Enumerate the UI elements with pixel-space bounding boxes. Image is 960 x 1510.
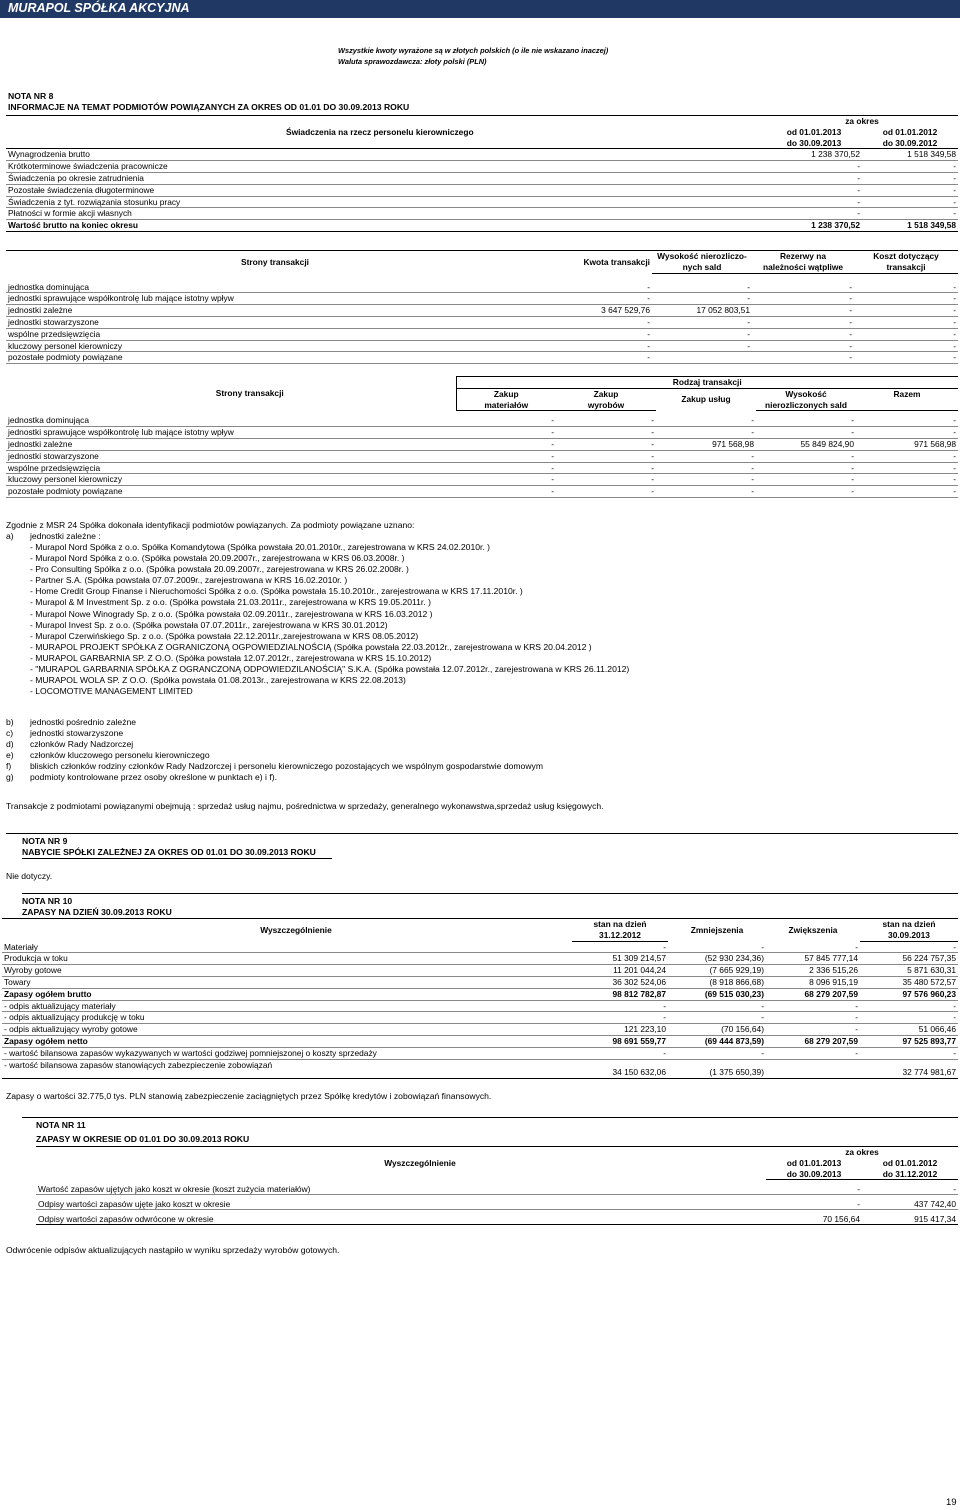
table-cell: 68 279 207,59	[766, 988, 860, 1000]
table-cell: 68 279 207,59	[766, 1035, 860, 1047]
table-cell: Wartość brutto na koniec okresu	[6, 220, 766, 232]
table-row	[6, 450, 958, 462]
list-text: członków Rady Nadzorczej	[30, 739, 134, 750]
table-cell: -	[766, 1180, 862, 1195]
table-cell: -	[756, 427, 856, 439]
currency-note-line: Wszystkie kwoty wyrażone są w złotych polskich (o ile nie wskazano inaczej)	[338, 46, 609, 55]
table-cell: -	[862, 184, 958, 196]
list-text: podmioty kontrolowane przez osoby określone w punktach e) i f).	[30, 772, 277, 783]
table-cell: -	[860, 941, 958, 953]
col-header: Zwiększenia	[788, 924, 838, 935]
table-cell: -	[556, 427, 656, 439]
table-cell: -	[652, 328, 752, 340]
table-row	[36, 1210, 958, 1225]
table-cell: (1 375 650,39)	[668, 1059, 766, 1078]
col-header: Rezerwy na	[752, 251, 854, 262]
table-cell: 98 812 782,87	[572, 988, 668, 1000]
table-cell: 36 302 524,06	[572, 976, 668, 988]
table-cell: 51 066,46	[860, 1024, 958, 1036]
table-row	[6, 172, 958, 184]
list-key: g)	[6, 772, 14, 783]
col-header: Zmniejszenia	[690, 924, 744, 935]
table-cell: - odpis aktualizujący wyroby gotowe	[2, 1024, 572, 1036]
table-cell: -	[856, 474, 958, 486]
table-cell: -	[854, 316, 958, 328]
col-header: od 01.01.2013	[786, 1157, 842, 1168]
table-row	[6, 208, 958, 220]
table-row	[2, 976, 958, 988]
list-key: b)	[6, 717, 14, 727]
table-cell: -	[860, 1047, 958, 1059]
table-cell: -	[656, 486, 756, 498]
currency-note	[338, 45, 608, 67]
table-cell: -	[656, 462, 756, 474]
inventory-period-table	[36, 1146, 958, 1225]
list-item: - Murapol Nord Spółka z o.o. Spółka Komandytowa (Spółka powstała 20.01.2010r., zarejestrowana w KRS 24.02.2010r. )	[30, 542, 491, 552]
list-item: - Murapol Invest Sp. z o.o. (Spółka powstała 07.07.2011r., zarejestrowana w KRS 30.01.2012)	[30, 619, 388, 630]
table-cell: wspólne przedsięwzięcia	[6, 328, 466, 340]
table-cell: -	[856, 450, 958, 462]
nota10-title: NOTA NR 10	[22, 896, 73, 906]
col-header: transakcji	[854, 262, 958, 273]
col-header: nierozliczonych sald	[756, 400, 856, 411]
table-row	[2, 988, 958, 1000]
table-cell: -	[752, 352, 854, 364]
list-item: - "MURAPOL GARBARNIA SPÓŁKA Z OGRANCZONĄ ODPOWIEDZILANOŚCIĄ" S.K.A. (Spółka powstała 12.07.2012r., zarejestrowana w KRS 26.11.2012)	[30, 664, 630, 675]
col-header: Wyszczególnienie	[260, 924, 332, 935]
table-cell: Produkcja w toku	[2, 953, 572, 965]
table-cell: -	[456, 462, 556, 474]
list-text: jednostki stowarzyszone	[30, 728, 124, 739]
nota8-title: NOTA NR 8	[8, 91, 54, 101]
key-personnel-table	[6, 115, 958, 232]
table-cell: -	[854, 328, 958, 340]
col-header: materiałów	[456, 400, 556, 411]
table-cell: (69 444 873,59)	[668, 1035, 766, 1047]
table-cell: -	[556, 474, 656, 486]
table-cell: 437 742,40	[862, 1195, 958, 1210]
table-cell: -	[668, 1000, 766, 1012]
page-number: 19	[946, 1497, 957, 1508]
table-cell: 32 774 981,67	[860, 1059, 958, 1078]
table-cell: -	[766, 161, 862, 173]
table-cell: -	[766, 941, 860, 953]
table-cell: Odpisy wartości zapasów ujęte jako koszt w okresie	[36, 1195, 766, 1210]
col-header: nych sald	[652, 262, 752, 273]
table-cell: -	[556, 415, 656, 426]
period-header: za okres	[766, 116, 958, 127]
currency-note-line: Waluta sprawozdawcza: złoty polski (PLN)	[338, 57, 487, 66]
table-cell: -	[466, 340, 652, 352]
nota9-text: Nie dotyczy.	[6, 871, 53, 881]
table-cell: -	[756, 462, 856, 474]
nota8-subtitle: INFORMACJE NA TEMAT PODMIOTÓW POWIĄZANYCH ZA OKRES OD 01.01 DO 30.09.2013 ROKU	[8, 102, 410, 112]
col-header: Wysokość	[785, 388, 827, 399]
col-header: od 01.01.2012	[882, 1157, 938, 1168]
col-header: od 01.01.2012	[882, 126, 938, 137]
table-cell: - odpis aktualizujący produkcję w toku	[2, 1012, 572, 1024]
table-cell: Pozostałe świadczenia długoterminowe	[6, 184, 766, 196]
table-cell: -	[656, 450, 756, 462]
related-parties-list	[6, 717, 543, 784]
table-cell: jednostka dominująca	[6, 282, 466, 293]
table-cell: -	[556, 462, 656, 474]
subsidiaries-list	[30, 542, 629, 697]
table-cell: -	[856, 427, 958, 439]
table-cell: 51 309 214,57	[572, 953, 668, 965]
col-header: do 31.12.2012	[862, 1169, 958, 1180]
table-cell: Płatności w formie akcji własnych	[6, 208, 766, 220]
table-cell: 2 336 515,26	[766, 965, 860, 977]
table-cell: -	[652, 282, 752, 293]
table-cell: -	[656, 427, 756, 439]
table-cell: -	[466, 316, 652, 328]
table-row	[6, 196, 958, 208]
table-cell: 70 156,64	[766, 1210, 862, 1225]
col-header: 31.12.2012	[572, 930, 668, 941]
col-header: od 01.01.2013	[786, 126, 842, 137]
table-cell: Zapasy ogółem brutto	[2, 988, 572, 1000]
table-cell: wspólne przedsięwzięcia	[6, 462, 456, 474]
table-cell: -	[854, 305, 958, 317]
table-row	[6, 438, 958, 450]
table-row	[6, 293, 958, 305]
list-item: - Pro Consulting Spółka z o.o. (Spółka powstała 20.09.2007r., zarejestrowana w KRS 26.02.2008r. )	[30, 564, 409, 575]
col-header: Wyszczególnienie	[384, 1158, 456, 1169]
col-header: należności wątpliwe	[752, 262, 854, 273]
list-key: d)	[6, 739, 14, 750]
table-cell: -	[766, 208, 862, 220]
table-cell: -	[752, 340, 854, 352]
table-cell	[652, 352, 752, 364]
table-cell: -	[556, 438, 656, 450]
col-header: Koszt dotyczący	[854, 251, 958, 262]
table-cell: -	[854, 282, 958, 293]
table-cell: -	[766, 196, 862, 208]
period-header: za okres	[845, 1147, 879, 1157]
table-row	[2, 941, 958, 953]
msr-text: Zgodnie z MSR 24 Spółka dokonała identyfikacji podmiotów powiązanych. Za podmioty powiązane uznano:	[6, 520, 415, 530]
table-cell: pozostałe podmioty powiązane	[6, 486, 456, 498]
table-row	[6, 462, 958, 474]
nota11-footnote: Odwrócenie odpisów aktualizujących nastąpiło w wyniku sprzedaży wyrobów gotowych.	[6, 1245, 340, 1255]
table-cell: jednostki sprawujące współkontrolę lub mające istotny wpływ	[6, 293, 466, 305]
list-item	[6, 750, 543, 761]
col-header: stan na dzień	[593, 919, 647, 929]
col-header: Strony transakcji	[6, 251, 466, 274]
table-cell: Wartość zapasów ujętych jako koszt w okresie (koszt zużycia materiałów)	[36, 1180, 766, 1195]
col-header: do 30.09.2012	[862, 138, 958, 149]
table-row	[2, 965, 958, 977]
col-header: stan na dzień	[882, 919, 936, 929]
col-header: 30.09.2013	[860, 930, 958, 941]
table-row	[6, 282, 958, 293]
table-cell: -	[766, 1024, 860, 1036]
table-cell: (69 515 030,23)	[668, 988, 766, 1000]
table-cell: 915 417,34	[862, 1210, 958, 1225]
list-item	[6, 728, 543, 739]
table-cell: -	[862, 196, 958, 208]
table-cell: -	[456, 474, 556, 486]
col-header: Zakup usług	[681, 394, 731, 405]
col-header: Zakup	[456, 388, 556, 399]
table-cell: -	[756, 486, 856, 498]
table-cell: 5 871 630,31	[860, 965, 958, 977]
table-cell: -	[466, 293, 652, 305]
table-cell: kluczowy personel kierowniczy	[6, 340, 466, 352]
table-cell: - wartość bilansowa zapasów wykazywanych w wartości godziwej pomniejszonej o koszty sprzedaży	[2, 1047, 572, 1059]
transaction-types-table	[6, 376, 958, 498]
table-cell: kluczowy personel kierowniczy	[6, 474, 456, 486]
table-row	[6, 474, 958, 486]
table-cell: -	[652, 293, 752, 305]
list-item: - Partner S.A. (Spółka powstała 07.07.2009r., zarejestrowana w KRS 16.02.2010r. )	[30, 575, 348, 586]
table-cell: -	[752, 293, 854, 305]
list-item: - MURAPOL WOLA SP. Z O.O. (Spółka powstała 01.08.2013r., zarejestrowana w KRS 22.08.2013)	[30, 675, 406, 686]
table-cell: -	[456, 450, 556, 462]
table-cell: Odpisy wartości zapasów odwrócone w okresie	[36, 1210, 766, 1225]
table-cell	[766, 1059, 860, 1078]
list-item: - Murapol Nowe Winogrady Sp. z o.o. (Spółka powstała 02.09.2011r., zarejestrowana w KRS 16.03.2012 )	[30, 608, 433, 619]
table-cell: -	[752, 282, 854, 293]
table-cell: (52 930 234,36)	[668, 953, 766, 965]
table-row	[36, 1195, 958, 1210]
table-cell: -	[860, 1012, 958, 1024]
table-row	[6, 305, 958, 317]
table-cell: -	[652, 316, 752, 328]
table-cell: -	[856, 486, 958, 498]
table-cell: -	[756, 415, 856, 426]
table-cell: -	[856, 415, 958, 426]
list-item	[6, 717, 543, 728]
table-cell: 8 096 915,19	[766, 976, 860, 988]
list-text-a: jednostki zależne :	[30, 531, 101, 541]
table-cell: 971 568,98	[856, 438, 958, 450]
table-cell: (8 918 866,68)	[668, 976, 766, 988]
nota9-title: NOTA NR 9	[22, 836, 68, 846]
table-cell: 1 518 349,58	[862, 220, 958, 232]
table-cell: 97 576 960,23	[860, 988, 958, 1000]
col-header: Kwota transakcji	[466, 251, 652, 274]
table-cell: jednostki sprawujące współkontrolę lub mające istotny wpływ	[6, 427, 456, 439]
table-cell: -	[766, 184, 862, 196]
table-cell: -	[862, 161, 958, 173]
table-cell: -	[572, 1012, 668, 1024]
table-cell: -	[862, 208, 958, 220]
table-cell: 1 518 349,58	[862, 149, 958, 161]
table-cell: 1 238 370,52	[766, 220, 862, 232]
divider	[6, 833, 958, 835]
table-cell: 97 525 893,77	[860, 1035, 958, 1047]
table-cell: -	[556, 486, 656, 498]
table-row	[6, 316, 958, 328]
table-cell: 1 238 370,52	[766, 149, 862, 161]
table-cell: -	[556, 450, 656, 462]
table-cell: jednostki zależne	[6, 438, 456, 450]
table-cell: -	[572, 1047, 668, 1059]
table-cell: -	[752, 305, 854, 317]
table-row	[6, 415, 958, 426]
table-cell: -	[456, 438, 556, 450]
table-cell: jednostka dominująca	[6, 415, 456, 426]
transactions-table	[6, 250, 958, 364]
list-key: f)	[6, 761, 12, 772]
table-cell: -	[862, 1180, 958, 1195]
table-row	[2, 953, 958, 965]
table-row	[6, 328, 958, 340]
table-cell: 971 568,98	[656, 438, 756, 450]
table-heading: Świadczenia na rzecz personelu kierowniczego	[286, 126, 474, 137]
table-row	[2, 1047, 958, 1059]
table-cell: -	[854, 352, 958, 364]
table-cell: Zapasy ogółem netto	[2, 1035, 572, 1047]
table-cell: 55 849 824,90	[756, 438, 856, 450]
table-cell: -	[752, 316, 854, 328]
table-row	[6, 184, 958, 196]
table-cell: Świadczenia z tyt. rozwiązania stosunku pracy	[6, 196, 766, 208]
table-cell: -	[854, 293, 958, 305]
table-cell: -	[860, 1000, 958, 1012]
inventory-table	[2, 918, 958, 1079]
table-cell: 11 201 044,24	[572, 965, 668, 977]
list-item: - LOCOMOTIVE MANAGEMENT LIMITED	[30, 686, 193, 697]
nota11-subtitle: ZAPASY W OKRESIE OD 01.01 DO 30.09.2013 ROKU	[36, 1134, 250, 1144]
table-cell: -	[766, 1012, 860, 1024]
table-cell: -	[766, 1000, 860, 1012]
col-header: Strony transakcji	[215, 388, 284, 399]
list-item: - Murapol Czerwińskiego Sp. z o.o. (Spółka powstała 22.12.2011r.,zarejestrowana w KRS 08.05.2012)	[30, 630, 419, 641]
table-cell: (7 665 929,19)	[668, 965, 766, 977]
table-cell: -	[756, 474, 856, 486]
col-header: Zakup	[593, 388, 619, 399]
table-cell: -	[656, 474, 756, 486]
table-cell: -	[656, 415, 756, 426]
list-item: - Murapol Nord Spółka z o.o. (Spółka powstała 20.09.2007r., zarejestrowana w KRS 06.03.2008r. )	[30, 553, 405, 564]
col-header: do 30.09.2013	[766, 1169, 862, 1180]
list-item	[6, 739, 543, 750]
table-cell: -	[652, 340, 752, 352]
divider	[22, 858, 332, 859]
col-header: Wysokość nierozliczo-	[652, 251, 752, 262]
table-cell: -	[456, 415, 556, 426]
nota10-subtitle: ZAPASY NA DZIEŃ 30.09.2013 ROKU	[22, 907, 172, 917]
table-row	[6, 149, 958, 161]
table-cell: Krótkoterminowe świadczenia pracownicze	[6, 161, 766, 173]
table-cell: -	[668, 1047, 766, 1059]
list-key: e)	[6, 750, 14, 761]
table-cell: -	[456, 486, 556, 498]
table-cell: -	[752, 328, 854, 340]
table-cell: -	[466, 352, 652, 364]
table-cell: -	[466, 328, 652, 340]
table-row	[6, 427, 958, 439]
table-cell: 34 150 632,06	[572, 1059, 668, 1078]
table-row	[6, 220, 958, 232]
list-key: c)	[6, 728, 14, 739]
transaction-type-header: Rodzaj transakcji	[456, 377, 958, 389]
table-cell: -	[854, 340, 958, 352]
table-cell: -	[766, 1195, 862, 1210]
company-header-bar	[0, 0, 960, 18]
table-cell: -	[856, 462, 958, 474]
table-cell: - wartość bilansowa zapasów stanowiących zabezpieczenie zobowiązań	[2, 1059, 572, 1078]
table-row	[2, 1024, 958, 1036]
company-name: MURAPOL SPÓŁKA AKCYJNA	[8, 1, 190, 15]
table-cell: jednostki stowarzyszone	[6, 316, 466, 328]
table-cell: pozostałe podmioty powiązane	[6, 352, 466, 364]
table-row	[6, 340, 958, 352]
list-text: jednostki pośrednio zależne	[30, 717, 137, 727]
table-cell: 56 224 757,35	[860, 953, 958, 965]
table-row	[2, 1059, 958, 1078]
list-item	[6, 761, 543, 772]
list-item: - MURAPOL GARBARNIA SP. Z O.O. (Spółka powstała 12.07.2012r., zarejestrowana w KRS 15.10.2012)	[30, 652, 432, 663]
nota9-subtitle: NABYCIE SPÓŁKI ZALEŻNEJ ZA OKRES OD 01.01 DO 30.09.2013 ROKU	[22, 847, 316, 857]
table-cell: -	[766, 1047, 860, 1059]
list-item: - Murapol & M Investment Sp. z o.o. (Spółka powstała 21.03.2011r., zarejestrowana w KRS 19.05.2011r. )	[30, 597, 431, 608]
nota10-footnote: Zapasy o wartości 32.775,0 tys. PLN stanowią zabezpieczenie zaciągniętych przez Spółkę kredytów i zobowiązań finansowych.	[6, 1091, 492, 1101]
list-text: bliskich członków rodziny członków Rady Nadzorczej i personelu kierowniczego pozostających we wspólnym gospodarstwie domowym	[30, 761, 543, 772]
list-item: - Home Credit Group Finanse i Nieruchomości Spółka z o.o. (Spółka powstała 15.10.2010r., zarejestrowana w KRS 17.11.2010r. )	[30, 586, 523, 597]
table-row	[6, 161, 958, 173]
table-cell: Towary	[2, 976, 572, 988]
table-row	[2, 1012, 958, 1024]
table-row	[36, 1180, 958, 1195]
table-row	[2, 1000, 958, 1012]
table-cell: - odpis aktualizujący materiały	[2, 1000, 572, 1012]
table-row	[6, 352, 958, 364]
divider	[22, 1117, 958, 1118]
table-cell: jednostki stowarzyszone	[6, 450, 456, 462]
table-cell: 98 691 559,77	[572, 1035, 668, 1047]
table-cell: -	[572, 941, 668, 953]
table-cell: -	[572, 1000, 668, 1012]
table-cell: 17 052 803,51	[652, 305, 752, 317]
table-cell: -	[766, 172, 862, 184]
list-text: członków kluczowego personelu kierowniczego	[30, 750, 210, 761]
table-cell: 121 223,10	[572, 1024, 668, 1036]
list-item: - MURAPOL PROJEKT SPÓŁKA Z OGRANICZONĄ OGPOWIEDZIALNOŚCIĄ (Spółka powstała 22.03.2012r., zarejestrowana w KRS 20.04.2012 )	[30, 641, 592, 652]
table-cell: Wyroby gotowe	[2, 965, 572, 977]
table-cell: 35 480 572,57	[860, 976, 958, 988]
divider	[22, 893, 958, 894]
col-header: Razem	[893, 388, 921, 399]
table-cell: -	[456, 427, 556, 439]
table-cell: 3 647 529,76	[466, 305, 652, 317]
list-key-a: a)	[6, 531, 14, 541]
transactions-text: Transakcje z podmiotami powiązanymi obejmują : sprzedaż usług najmu, pośrednictwa w sprzedaży, generalnego wykonawstwa,sprzedaż usług księgowych.	[6, 801, 604, 811]
table-cell: jednostki zależne	[6, 305, 466, 317]
table-cell: -	[756, 450, 856, 462]
col-header: wyrobów	[556, 400, 656, 411]
table-cell: -	[668, 1012, 766, 1024]
table-cell: (70 156,64)	[668, 1024, 766, 1036]
nota11-title: NOTA NR 11	[36, 1120, 86, 1130]
table-cell: Wynagrodzenia brutto	[6, 149, 766, 161]
table-row	[2, 1035, 958, 1047]
table-cell: -	[862, 172, 958, 184]
table-row	[6, 486, 958, 498]
table-cell: -	[466, 282, 652, 293]
col-header: do 30.09.2013	[766, 138, 862, 149]
table-cell: 57 845 777,14	[766, 953, 860, 965]
list-item	[6, 772, 543, 783]
table-cell: Materiały	[2, 941, 572, 953]
table-cell: -	[668, 941, 766, 953]
table-cell: Świadczenia po okresie zatrudnienia	[6, 172, 766, 184]
